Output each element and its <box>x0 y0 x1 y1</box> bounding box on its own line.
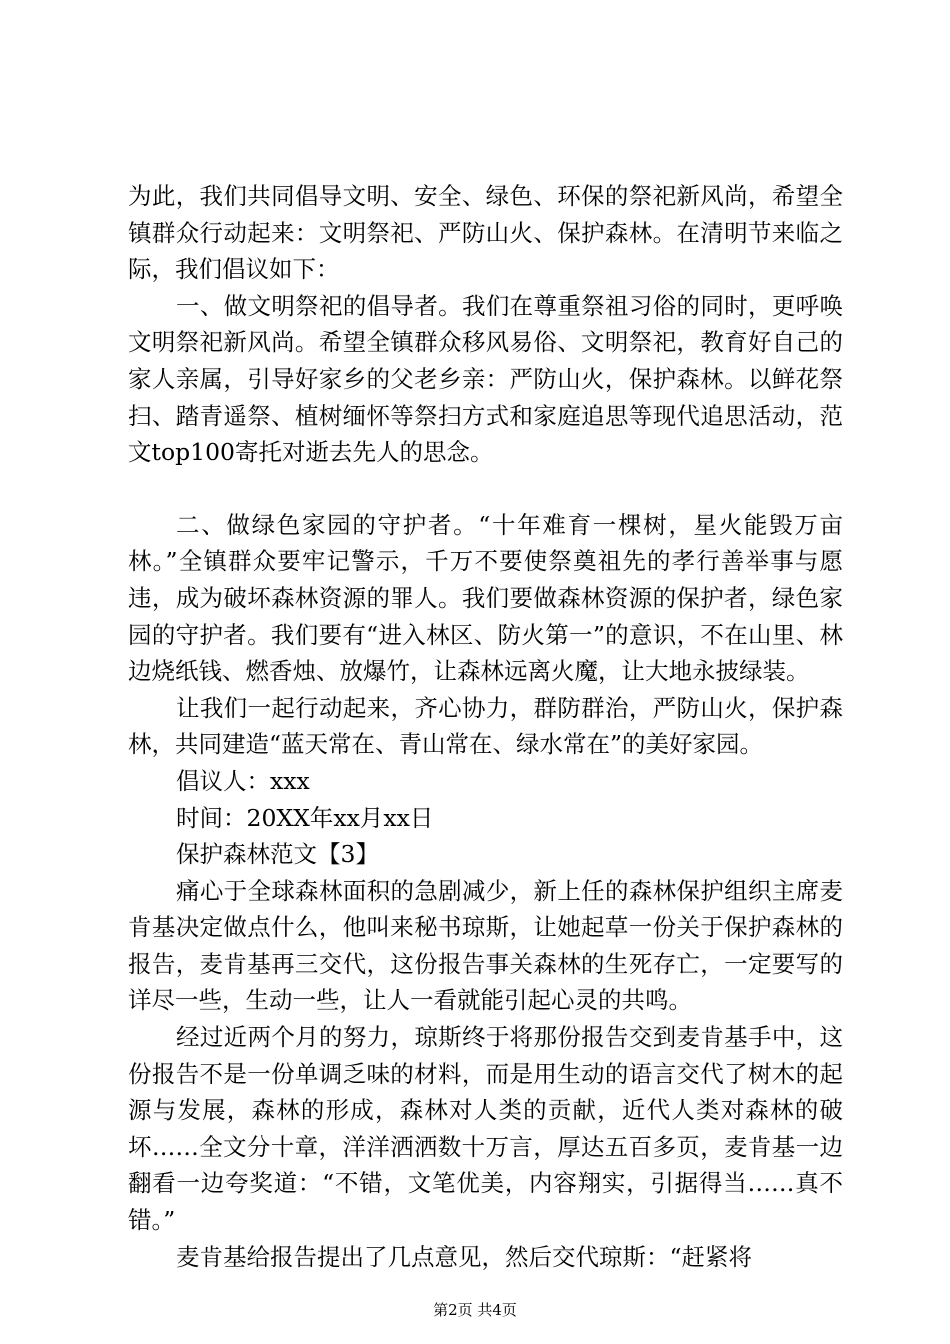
paragraph-call-to-action: 让我们一起行动起来，齐心协力，群防群治，严防山火，保护森林，共同建造“蓝天常在、青山常在、绿水常在”的美好家园。 <box>128 693 843 759</box>
document-body <box>128 178 843 1275</box>
proposer-line: 倡议人：xxx <box>176 766 310 795</box>
paragraph-story-two: 经过近两个月的努力，琼斯终于将那份报告交到麦肯基手中，这份报告不是一份单调乏味的材料，而是用生动的语言交代了树木的起源与发展，森林的形成，森林对人类的贡献，近代人类对森林的破坏……全文分十章，洋洋洒洒数十万言，厚达五百多页，麦肯基一边翻看一边夸奖道：“不错，文笔优美，内容翔实，引据得当……真不错。” <box>128 1023 843 1235</box>
paragraph-story-one: 痛心于全球森林面积的急剧减少，新上任的森林保护组织主席麦肯基决定做点什么，他叫来秘书琼斯，让她起草一份关于保护森林的报告，麦肯基再三交代，这份报告事关森林的生死存亡，一定要写的详尽一些，生动一些，让人一看就能引起心灵的共鸣。 <box>128 876 843 1015</box>
section-heading: 保护森林范文【3】 <box>176 840 379 869</box>
paragraph-point-two: 二、做绿色家园的守护者。“十年难育一棵树，星火能毁万亩林。”全镇群众要牢记警示，千万不要使祭奠祖先的孝行善举事与愿违，成为破坏森林资源的罪人。我们要做森林资源的保护者，绿色家园的守护者。我们要有“进入林区、防火第一”的意识，不在山里、林边烧纸钱、燃香烛、放爆竹，让森林远离火魔，让大地永披绿装。 <box>128 510 843 686</box>
paragraph-intro: 为此，我们共同倡导文明、安全、绿色、环保的祭祀新风尚，希望全镇群众行动起来：文明祭祀、严防山火、保护森林。在清明节来临之际，我们倡议如下： <box>128 182 843 284</box>
page-number-footer: 第2页 共4页 <box>433 1301 517 1319</box>
date-line: 时间：20XX年xx月xx日 <box>176 803 434 832</box>
paragraph-point-one: 一、做文明祭祀的倡导者。我们在尊重祭祖习俗的同时，更呼唤文明祭祀新风尚。希望全镇群众移风易俗、文明祭祀，教育好自己的家人亲属，引导好家乡的父老乡亲：严防山火，保护森林。以鲜花祭扫、踏青遥祭、植树缅怀等祭扫方式和家庭追思等现代追思活动，范文top100寄托对逝去先人的思念。 <box>128 291 843 467</box>
paragraph-story-three: 麦肯基给报告提出了几点意见，然后交代琼斯：“赶紧将 <box>176 1242 753 1271</box>
